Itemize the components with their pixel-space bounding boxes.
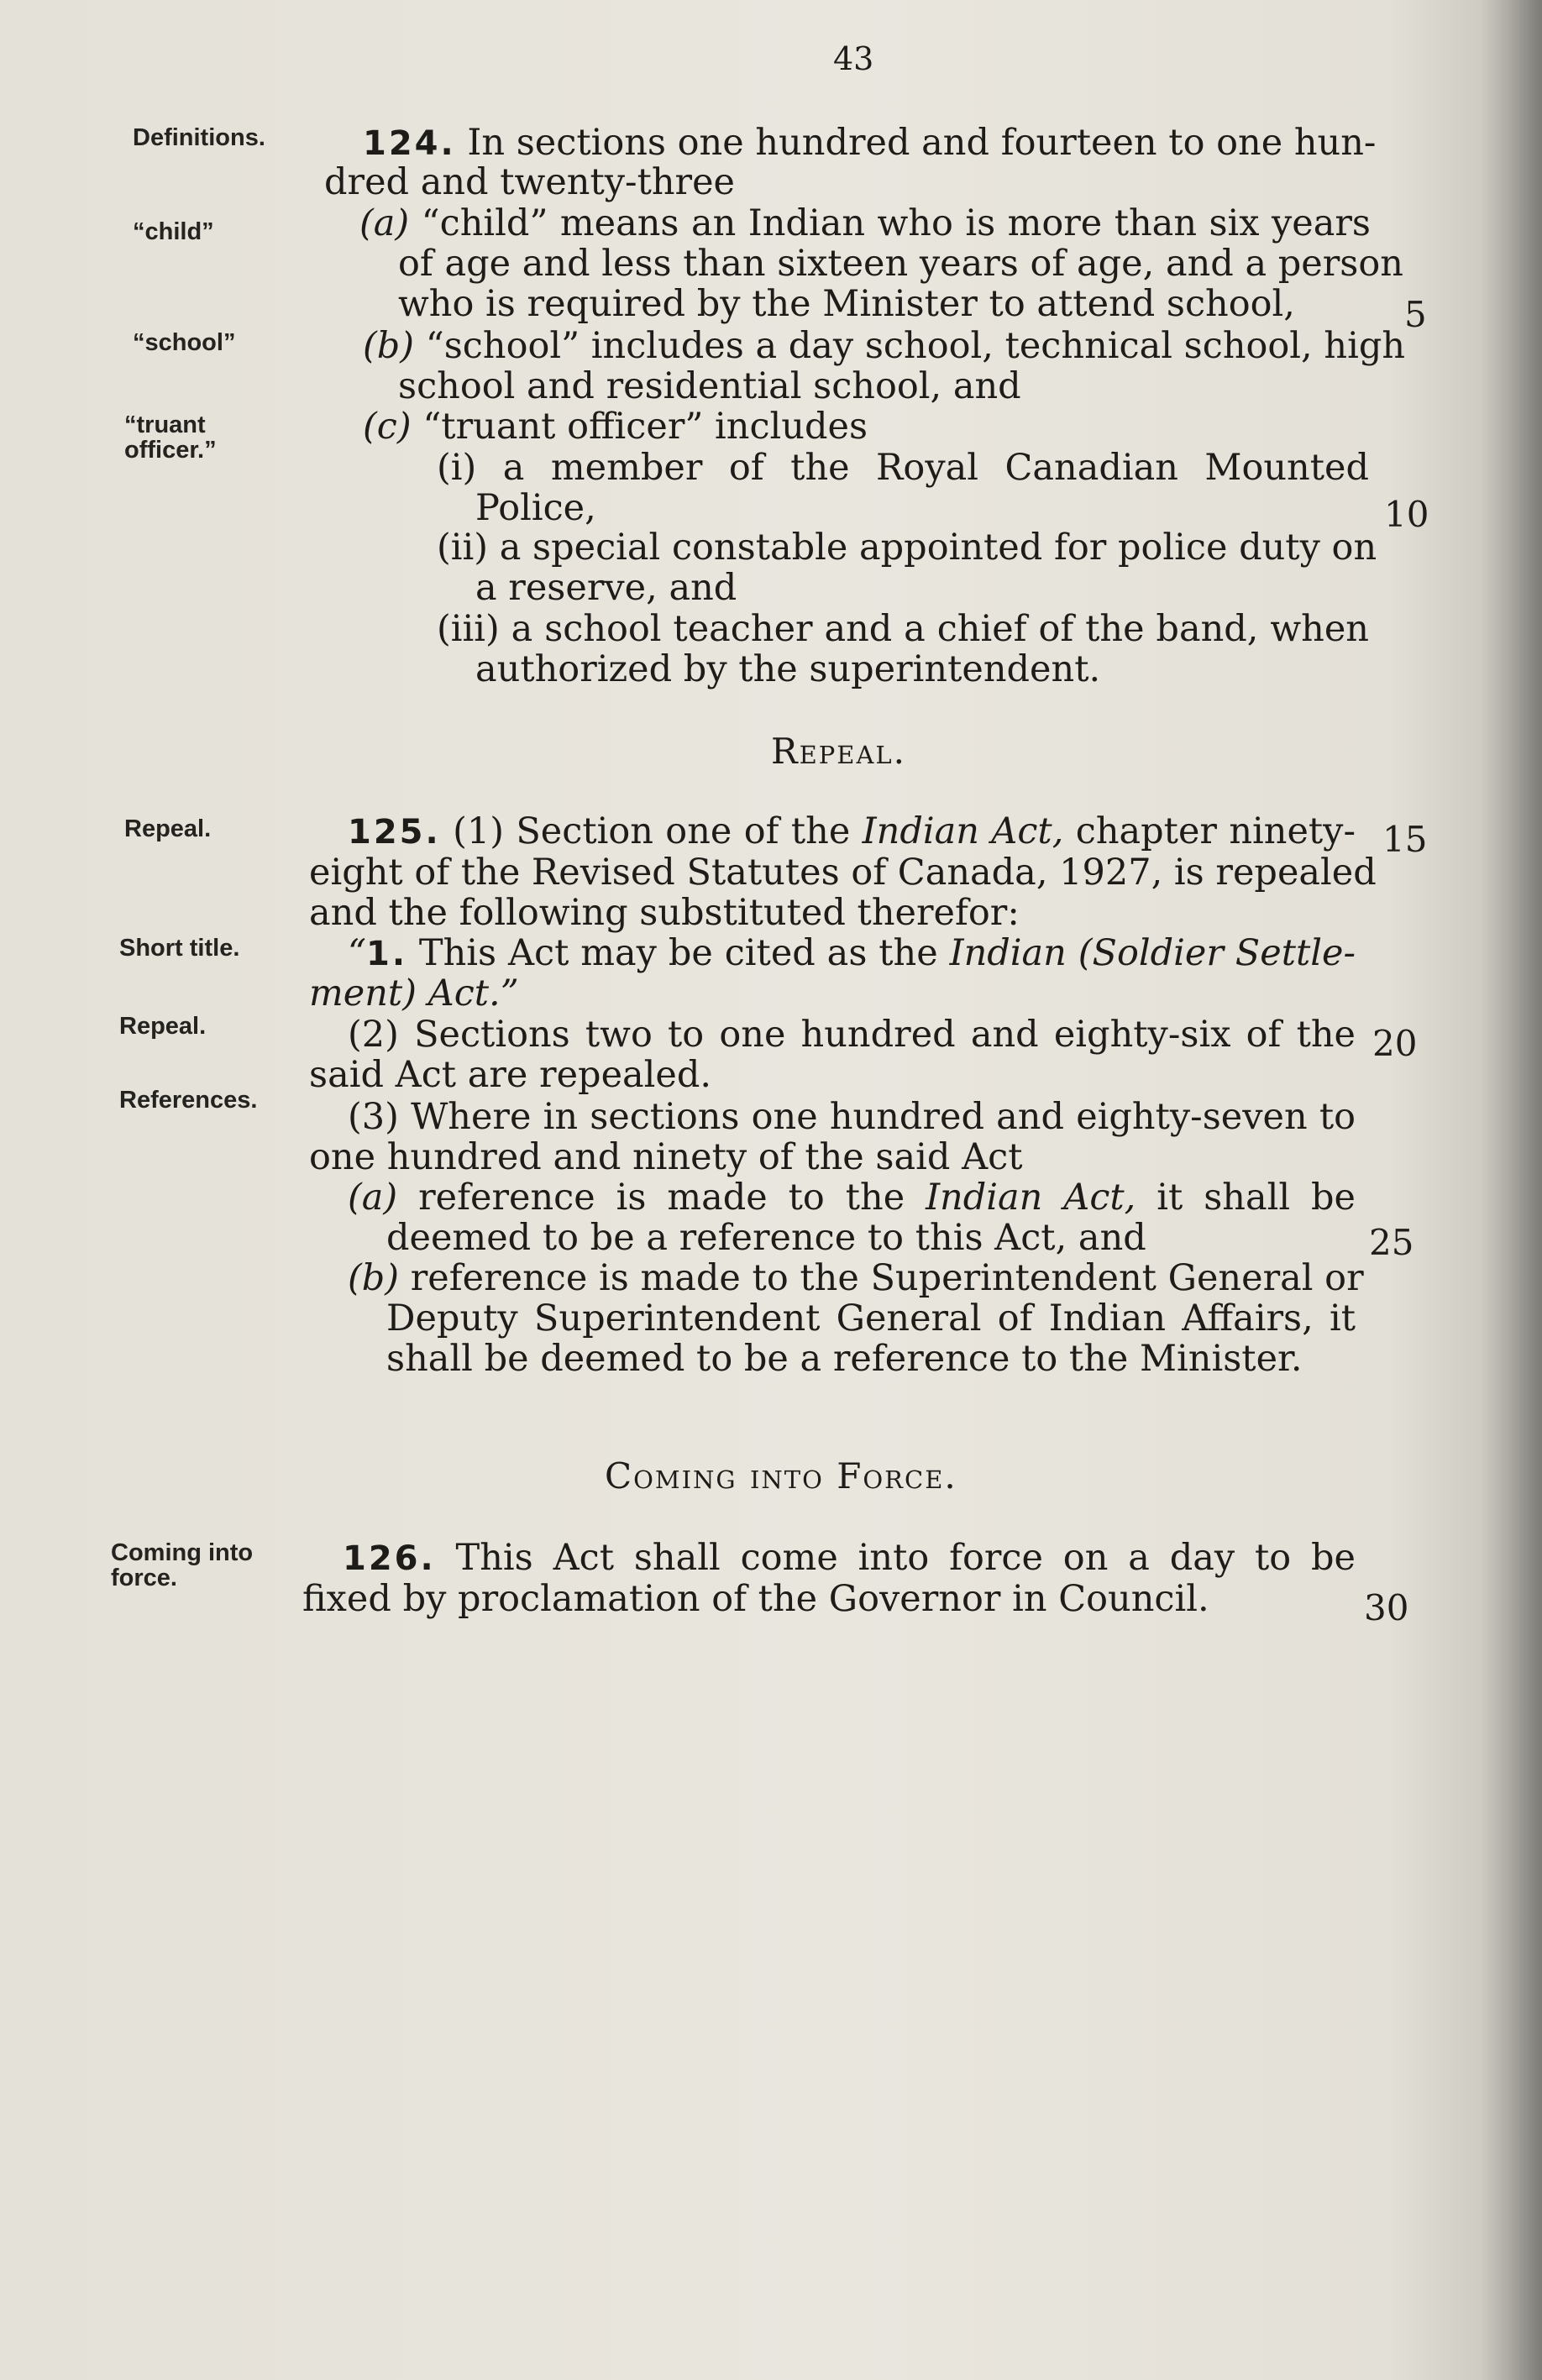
para-a-child-line-2: of age and less than sixteen years of age, and a person	[398, 243, 1403, 285]
margin-note-short-title: Short title.	[119, 935, 240, 962]
subpara-ii-line-1: (ii) a special constable appointed for police duty on	[437, 527, 1377, 569]
subpara-ii-line-2: a reserve, and	[475, 567, 737, 609]
section-number: 125.	[348, 813, 441, 852]
line-number-15: 15	[1382, 819, 1428, 860]
section-124-line-2: dred and twenty-three	[324, 161, 735, 203]
section-number: 124.	[363, 124, 456, 163]
margin-note-references: References.	[119, 1087, 258, 1114]
section-126-line-1: 126. This Act shall come into force on a day to be	[343, 1537, 1356, 1579]
margin-note-repeal: Repeal.	[124, 815, 212, 842]
heading-coming-into-force: Coming into Force.	[605, 1455, 957, 1497]
section-125-line-3: and the following substituted therefor:	[309, 892, 1020, 934]
margin-note-truant-1: “truant	[124, 412, 206, 438]
margin-note-truant-2: officer.”	[124, 437, 217, 464]
subpara-iii-line-2: authorized by the superintendent.	[475, 648, 1101, 690]
para-b-school-line-1: (b) “school” includes a day school, technical school, high	[363, 325, 1406, 367]
subpara-i-line-1: (i) a member of the Royal Canadian Mounted	[437, 447, 1369, 489]
subsection-3-para-a-line-1: (a) reference is made to the Indian Act, it shall be	[348, 1177, 1356, 1219]
subsection-3-para-b-line-3: shall be deemed to be a reference to the Minister.	[386, 1338, 1303, 1380]
section-125-line-1: 125. (1) Section one of the Indian Act, chapter ninety-	[348, 810, 1356, 852]
margin-note-coming-into-force-2: force.	[111, 1565, 177, 1591]
para-a-child-line-1: (a) “child” means an Indian who is more than six years	[359, 202, 1371, 244]
heading-repeal: Repeal.	[771, 731, 907, 772]
section-124-line-1: 124. In sections one hundred and fourteen to one hun-	[363, 122, 1377, 164]
page-number: 43	[833, 40, 874, 77]
short-title-line-2: ment) Act.”	[309, 972, 519, 1014]
para-a-child-line-3: who is required by the Minister to attend school,	[398, 283, 1295, 325]
para-b-school-line-2: school and residential school, and	[398, 365, 1021, 407]
subsection-3-para-b-line-1: (b) reference is made to the Superintendent General or	[348, 1257, 1364, 1299]
subpara-i-line-2: Police,	[475, 487, 596, 529]
short-title-line-1: “1. This Act may be cited as the Indian (Soldier Settle-	[348, 932, 1356, 974]
subsection-3-para-b-line-2: Deputy Superintendent General of Indian Affairs, it	[386, 1297, 1356, 1339]
subsection-3-para-a-line-2: deemed to be a reference to this Act, and	[386, 1217, 1146, 1259]
section-125-line-2: eight of the Revised Statutes of Canada, 1927, is repealed	[309, 852, 1377, 894]
line-number-30: 30	[1364, 1587, 1409, 1628]
subsection-3-line-1: (3) Where in sections one hundred and eighty-seven to	[348, 1096, 1356, 1138]
line-number-10: 10	[1384, 494, 1429, 535]
margin-note-child: “child”	[133, 218, 214, 245]
subpara-iii-line-1: (iii) a school teacher and a chief of the band, when	[437, 608, 1369, 650]
margin-note-school: “school”	[133, 329, 236, 356]
section-number: 126.	[343, 1539, 436, 1578]
margin-note-repeal-2: Repeal.	[119, 1013, 207, 1040]
subsection-3-line-2: one hundred and ninety of the said Act	[309, 1136, 1023, 1178]
subsection-2-line-2: said Act are repealed.	[309, 1054, 712, 1096]
para-c-truant-officer: (c) “truant officer” includes	[363, 406, 868, 448]
section-126-line-2: fixed by proclamation of the Governor in Council.	[302, 1578, 1209, 1620]
line-number-25: 25	[1369, 1222, 1414, 1263]
margin-note-coming-into-force-1: Coming into	[111, 1539, 254, 1566]
subsection-2-line-1: (2) Sections two to one hundred and eighty-six of the	[348, 1014, 1356, 1056]
line-number-5: 5	[1404, 294, 1427, 335]
line-number-20: 20	[1372, 1023, 1418, 1064]
margin-note-definitions: Definitions.	[133, 124, 265, 151]
